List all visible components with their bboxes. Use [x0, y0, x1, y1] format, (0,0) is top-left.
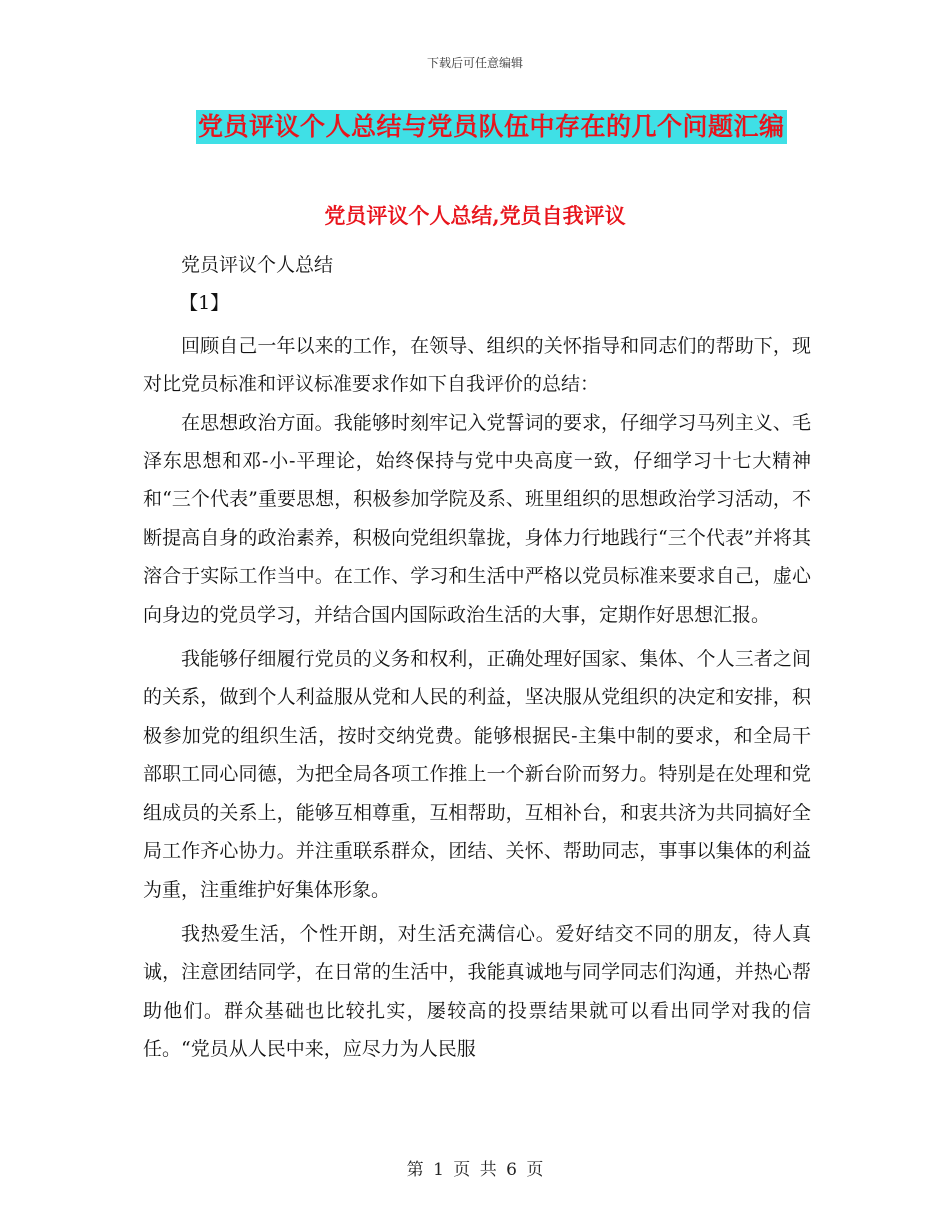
body-paragraph: 回顾自己一年以来的工作，在领导、组织的关怀指导和同志们的帮助下，现对比党员标准和评议标准要求作如下自我评价的总结： [143, 334, 811, 396]
section-heading: 党员评议个人总结 [181, 254, 334, 276]
header-note: 下载后可任意编辑 [426, 56, 523, 70]
section-number: 【1】 [179, 292, 230, 315]
document-subtitle: 党员评议个人总结,党员自我评议 [324, 203, 626, 228]
body-paragraph: 我热爱生活，个性开朗，对生活充满信心。爱好结交不同的朋友，待人真诚，注意团结同学，在日常的生活中，我能真诚地与同学同志们沟通，并热心帮助他们。群众基础也比较扎实，屡较高的投票结果就可以看出同学对我的信任。“党员从人民中来，应尽力为人民服 [143, 922, 811, 1061]
document-title: 党员评议个人总结与党员队伍中存在的几个问题汇编 [196, 110, 787, 144]
body-paragraph: 在思想政治方面。我能够时刻牢记入党誓词的要求，仔细学习马列主义、毛泽东思想和邓-小-平理论，始终保持与党中央高度一致，仔细学习十七大精神和“三个代表”重要思想，积极参加学院及系、班里组织的思想政治学习活动，不断提高自身的政治素养，积极向党组织靠拢，身体力行地践行“三个代表”并将其溶合于实际工作当中。在工作、学习和生活中严格以党员标准来要求自己，虚心向身边的党员学习，并结合国内国际政治生活的大事，定期作好思想汇报。 [143, 411, 811, 626]
page-footer: 第 1 页 共 6 页 [406, 1160, 544, 1180]
body-paragraph: 我能够仔细履行党员的义务和权利，正确处理好国家、集体、个人三者之间的关系，做到个人利益服从党和人民的利益，坚决服从党组织的决定和安排，积极参加党的组织生活，按时交纳党费。能够根据民-主集中制的要求，和全局干部职工同心同德，为把全局各项工作推上一个新台阶而努力。特别是在处理和党组成员的关系上，能够互相尊重，互相帮助，互相补台，和衷共济为共同搞好全局工作齐心协力。并注重联系群众，团结、关怀、帮助同志，事事以集体的利益为重，注重维护好集体形象。 [143, 648, 811, 901]
document-body [143, 246, 811, 1069]
